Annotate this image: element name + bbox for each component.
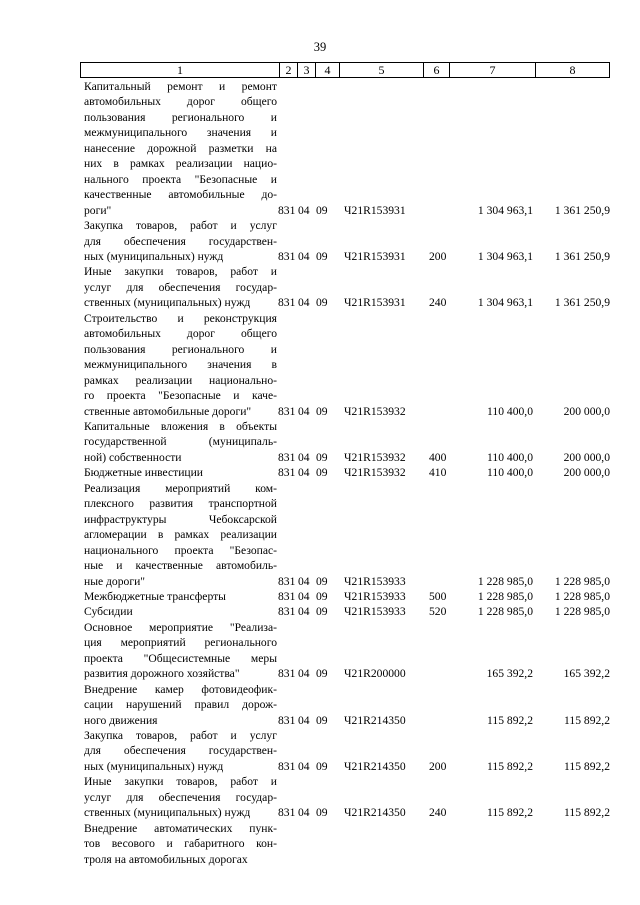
section-code: 04 bbox=[298, 450, 310, 464]
page-number: 39 bbox=[313, 40, 327, 54]
table-header bbox=[80, 62, 610, 78]
section-code: 04 bbox=[298, 466, 310, 480]
subsection-code: 09 bbox=[316, 450, 328, 464]
row-name-line: инфраструктуры Чебоксарской bbox=[84, 512, 277, 526]
subsection-code: 09 bbox=[316, 404, 328, 418]
target-article-code: Ч21R153932 bbox=[344, 450, 406, 464]
target-article-code: Ч21R214350 bbox=[344, 713, 406, 727]
amount-year-1: 1 304 963,1 bbox=[477, 203, 533, 217]
row-name-line: ного движения bbox=[84, 713, 158, 727]
row-name bbox=[84, 311, 277, 419]
header-col-6: 6 bbox=[423, 63, 449, 77]
row-name-line: автомобильных дорог общего bbox=[84, 95, 277, 109]
row-name-line: национального проекта "Безопас- bbox=[84, 543, 277, 557]
ministry-code: 831 bbox=[278, 667, 296, 681]
row-name-line: нального проекта "Безопасные и bbox=[84, 172, 277, 186]
row-name bbox=[84, 264, 277, 310]
row-name-line: ция мероприятий регионального bbox=[84, 636, 277, 650]
section-code: 04 bbox=[298, 574, 310, 588]
row-name-line: услуг для обеспечения государ- bbox=[84, 280, 277, 294]
ministry-code: 831 bbox=[278, 466, 296, 480]
row-name-line: Закупка товаров, работ и услуг bbox=[84, 219, 277, 233]
row-name-line: рамках реализации национально- bbox=[84, 373, 277, 387]
row-name-line: Бюджетные инвестиции bbox=[84, 466, 204, 480]
row-name-line: Капитальные вложения в объекты bbox=[84, 419, 277, 433]
section-code: 04 bbox=[298, 203, 310, 217]
row-name-line: ные дороги" bbox=[84, 574, 146, 588]
table-row bbox=[0, 604, 640, 619]
subsection-code: 09 bbox=[316, 574, 328, 588]
ministry-code: 831 bbox=[278, 713, 296, 727]
target-article-code: Ч21R214350 bbox=[344, 806, 406, 820]
amount-year-1: 1 228 985,0 bbox=[477, 574, 533, 588]
subsection-code: 09 bbox=[316, 667, 328, 681]
amount-year-2: 165 392,2 bbox=[563, 667, 610, 681]
section-code: 04 bbox=[298, 806, 310, 820]
table-row bbox=[0, 419, 640, 465]
row-name-line: Строительство и реконструкция bbox=[84, 311, 277, 325]
row-name-line: нанесение дорожной разметки на bbox=[84, 141, 277, 155]
header-col-1: 1 bbox=[177, 63, 183, 77]
expense-type-code: 200 bbox=[429, 249, 447, 263]
header-col-4: 4 bbox=[315, 63, 339, 77]
target-article-code: Ч21R153933 bbox=[344, 574, 406, 588]
row-name-line: ственных (муниципальных) нужд bbox=[84, 806, 251, 820]
ministry-code: 831 bbox=[278, 296, 296, 310]
amount-year-2: 1 361 250,9 bbox=[554, 203, 610, 217]
row-name-line: государственной (муниципаль- bbox=[84, 435, 277, 449]
amount-year-2: 1 361 250,9 bbox=[554, 296, 610, 310]
ministry-code: 831 bbox=[278, 605, 296, 619]
row-name bbox=[84, 821, 277, 867]
subsection-code: 09 bbox=[316, 605, 328, 619]
row-name-line: автомобильных дорог общего bbox=[84, 327, 277, 341]
row-name-line: роги" bbox=[84, 203, 112, 217]
table-row bbox=[0, 589, 640, 604]
subsection-code: 09 bbox=[316, 713, 328, 727]
row-name-line: Реализация мероприятий ком- bbox=[84, 481, 277, 495]
target-article-code: Ч21R153932 bbox=[344, 466, 406, 480]
row-name-line: плексного развития транспортной bbox=[84, 497, 277, 511]
section-code: 04 bbox=[298, 404, 310, 418]
expense-type-code: 400 bbox=[429, 450, 447, 464]
amount-year-1: 110 400,0 bbox=[487, 466, 533, 480]
row-name-line: ных (муниципальных) нужд bbox=[84, 759, 224, 773]
row-name-line: пользования регионального и bbox=[84, 110, 277, 124]
row-name-line: развития дорожного хозяйства" bbox=[84, 667, 240, 681]
subsection-code: 09 bbox=[316, 203, 328, 217]
table-row bbox=[0, 218, 640, 264]
row-name bbox=[84, 419, 277, 465]
header-col-3: 3 bbox=[297, 63, 315, 77]
target-article-code: Ч21R153933 bbox=[344, 589, 406, 603]
row-name-line: агломерации в рамках реализации bbox=[84, 528, 277, 542]
expense-type-code: 500 bbox=[429, 589, 447, 603]
amount-year-2: 115 892,2 bbox=[564, 759, 610, 773]
target-article-code: Ч21R153931 bbox=[344, 296, 406, 310]
amount-year-1: 115 892,2 bbox=[487, 713, 533, 727]
table-row bbox=[0, 79, 640, 218]
row-name-line: Капитальный ремонт и ремонт bbox=[84, 80, 277, 93]
target-article-code: Ч21R153931 bbox=[344, 249, 406, 263]
amount-year-1: 165 392,2 bbox=[486, 667, 533, 681]
row-name-line: Межбюджетные трансферты bbox=[84, 589, 226, 603]
section-code: 04 bbox=[298, 713, 310, 727]
row-name-line: Основное мероприятие "Реализа- bbox=[84, 620, 277, 634]
row-name bbox=[84, 218, 277, 264]
amount-year-1: 1 304 963,1 bbox=[477, 296, 533, 310]
amount-year-2: 1 361 250,9 bbox=[554, 249, 610, 263]
row-name-line: для обеспечения государствен- bbox=[84, 234, 277, 248]
row-name-line: ственные автомобильные дороги" bbox=[84, 404, 252, 418]
row-name-line: ных (муниципальных) нужд bbox=[84, 249, 224, 263]
amount-year-2: 1 228 985,0 bbox=[554, 574, 610, 588]
row-name-line: троля на автомобильных дорогах bbox=[84, 852, 248, 866]
subsection-code: 09 bbox=[316, 466, 328, 480]
row-name bbox=[84, 774, 277, 820]
amount-year-1: 1 304 963,1 bbox=[477, 249, 533, 263]
section-code: 04 bbox=[298, 249, 310, 263]
subsection-code: 09 bbox=[316, 249, 328, 263]
section-code: 04 bbox=[298, 667, 310, 681]
row-name-line: сации нарушений правил дорож- bbox=[84, 698, 277, 712]
row-name-line: услуг для обеспечения государ- bbox=[84, 790, 277, 804]
amount-year-2: 115 892,2 bbox=[564, 713, 610, 727]
subsection-code: 09 bbox=[316, 296, 328, 310]
target-article-code: Ч21R153931 bbox=[344, 203, 406, 217]
table-row bbox=[0, 465, 640, 480]
table-row bbox=[0, 682, 640, 728]
amount-year-1: 1 228 985,0 bbox=[477, 589, 533, 603]
ministry-code: 831 bbox=[278, 203, 296, 217]
row-name-line: межмуниципального значения в bbox=[84, 358, 277, 372]
row-name bbox=[84, 79, 277, 218]
ministry-code: 831 bbox=[278, 574, 296, 588]
section-code: 04 bbox=[298, 589, 310, 603]
table-row bbox=[0, 620, 640, 682]
table-body bbox=[0, 79, 640, 867]
row-name-line: го проекта "Безопасные и каче- bbox=[84, 389, 277, 403]
row-name bbox=[84, 604, 277, 619]
row-name-line: пользования регионального и bbox=[84, 342, 277, 356]
row-name-line: Закупка товаров, работ и услуг bbox=[84, 729, 277, 743]
table-row bbox=[0, 481, 640, 589]
amount-year-1: 115 892,2 bbox=[487, 759, 533, 773]
row-name bbox=[84, 481, 277, 589]
target-article-code: Ч21R200000 bbox=[344, 667, 406, 681]
amount-year-2: 115 892,2 bbox=[564, 806, 610, 820]
row-name bbox=[84, 682, 277, 728]
row-name bbox=[84, 589, 277, 604]
row-name-line: межмуниципального значения и bbox=[84, 126, 277, 140]
row-name-line: качественные автомобильные до- bbox=[84, 188, 277, 202]
section-code: 04 bbox=[298, 296, 310, 310]
row-name-line: Внедрение камер фотовидеофик- bbox=[84, 682, 277, 696]
table-row bbox=[0, 264, 640, 310]
row-name-line: ные и качественные автомобиль- bbox=[84, 559, 277, 573]
amount-year-1: 110 400,0 bbox=[487, 404, 533, 418]
table-row bbox=[0, 311, 640, 419]
target-article-code: Ч21R214350 bbox=[344, 759, 406, 773]
target-article-code: Ч21R153932 bbox=[344, 404, 406, 418]
section-code: 04 bbox=[298, 605, 310, 619]
row-name-line: Иные закупки товаров, работ и bbox=[84, 775, 277, 789]
expense-type-code: 410 bbox=[429, 466, 447, 480]
row-name bbox=[84, 728, 277, 774]
row-name-line: Иные закупки товаров, работ и bbox=[84, 265, 277, 279]
amount-year-2: 200 000,0 bbox=[563, 466, 610, 480]
subsection-code: 09 bbox=[316, 759, 328, 773]
header-col-5: 5 bbox=[339, 63, 423, 77]
amount-year-2: 1 228 985,0 bbox=[554, 589, 610, 603]
subsection-code: 09 bbox=[316, 589, 328, 603]
expense-type-code: 240 bbox=[429, 296, 447, 310]
section-code: 04 bbox=[298, 759, 310, 773]
row-name-line: них в рамках реализации нацио- bbox=[84, 157, 277, 171]
expense-type-code: 520 bbox=[429, 605, 447, 619]
row-name bbox=[84, 620, 277, 682]
header-col-7: 7 bbox=[449, 63, 535, 77]
amount-year-1: 115 892,2 bbox=[487, 806, 533, 820]
ministry-code: 831 bbox=[278, 806, 296, 820]
expense-type-code: 200 bbox=[429, 759, 447, 773]
target-article-code: Ч21R153933 bbox=[344, 605, 406, 619]
amount-year-2: 200 000,0 bbox=[563, 450, 610, 464]
amount-year-1: 1 228 985,0 bbox=[477, 605, 533, 619]
table-row bbox=[0, 774, 640, 820]
row-name-line: Внедрение автоматических пунк- bbox=[84, 821, 277, 835]
header-col-2: 2 bbox=[279, 63, 297, 77]
row-name-line: для обеспечения государствен- bbox=[84, 744, 277, 758]
row-name-line: ственных (муниципальных) нужд bbox=[84, 296, 251, 310]
row-name-line: Субсидии bbox=[84, 605, 133, 619]
subsection-code: 09 bbox=[316, 806, 328, 820]
ministry-code: 831 bbox=[278, 249, 296, 263]
amount-year-1: 110 400,0 bbox=[487, 450, 533, 464]
row-name bbox=[84, 465, 277, 480]
row-name-line: ной) собственности bbox=[84, 450, 182, 464]
table-row bbox=[0, 728, 640, 774]
ministry-code: 831 bbox=[278, 450, 296, 464]
ministry-code: 831 bbox=[278, 404, 296, 418]
row-name-line: проекта "Общесистемные меры bbox=[84, 651, 277, 665]
header-col-8: 8 bbox=[535, 63, 609, 77]
amount-year-2: 200 000,0 bbox=[563, 404, 610, 418]
ministry-code: 831 bbox=[278, 759, 296, 773]
row-name-line: тов весового и габаритного кон- bbox=[84, 837, 277, 851]
ministry-code: 831 bbox=[278, 589, 296, 603]
table-row bbox=[0, 821, 640, 867]
expense-type-code: 240 bbox=[429, 806, 447, 820]
amount-year-2: 1 228 985,0 bbox=[554, 605, 610, 619]
